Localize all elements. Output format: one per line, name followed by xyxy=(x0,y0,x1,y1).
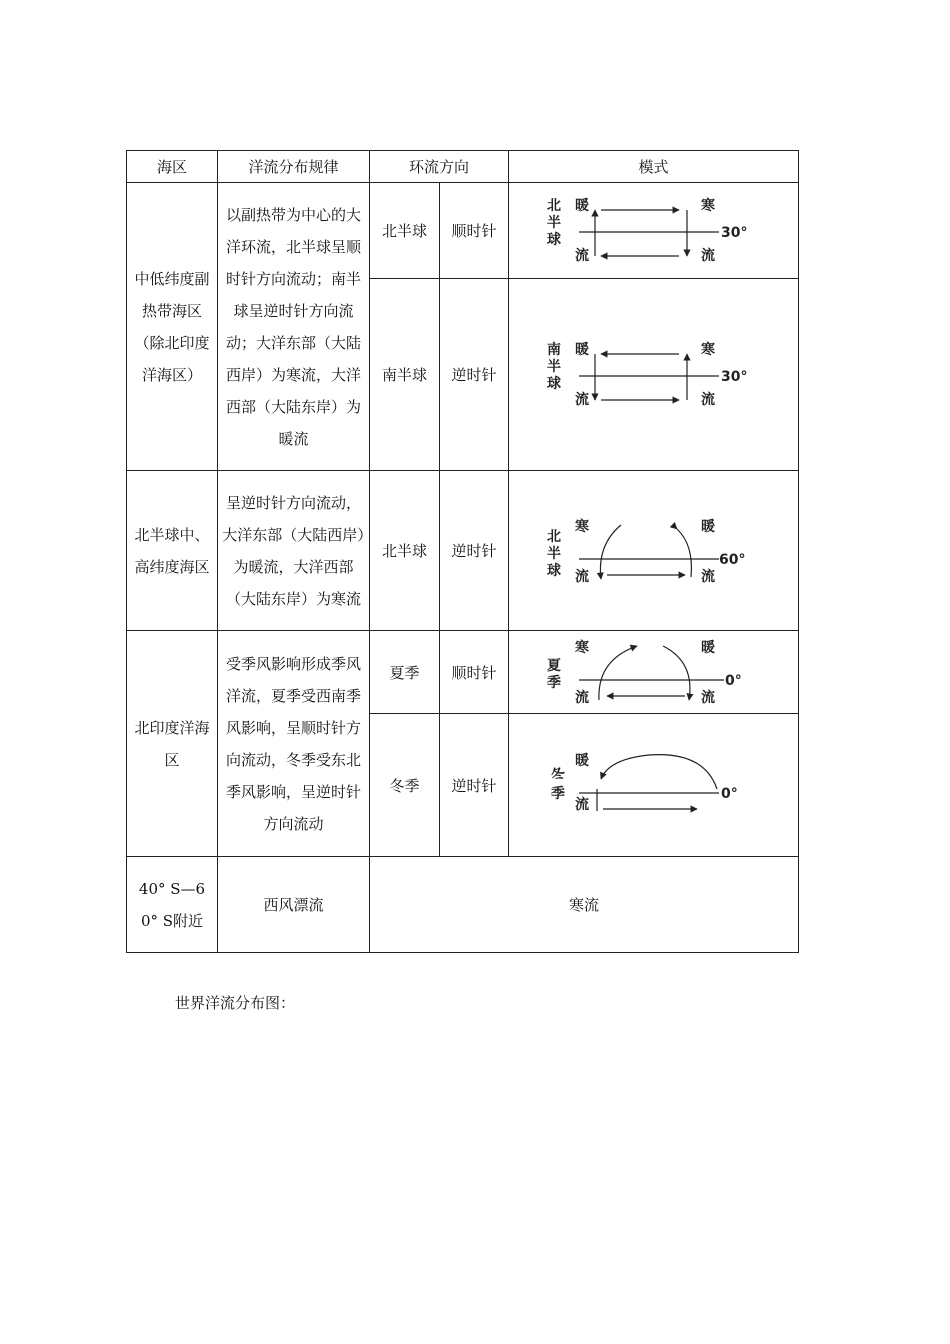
left-arc-arrow xyxy=(598,646,636,700)
region-cell: 北半球中、高纬度海区 xyxy=(127,471,218,631)
warm-label: 暖 xyxy=(700,640,715,656)
side-label-2: 季 xyxy=(550,786,565,802)
rule-cell: 西风漂流 xyxy=(218,857,370,953)
hemisphere-cell: 北半球 xyxy=(370,471,440,631)
summer-diagram xyxy=(539,636,769,708)
current-label-right: 流 xyxy=(700,690,715,706)
header-pattern: 模式 xyxy=(509,151,799,183)
side-label-3: 球 xyxy=(546,231,561,248)
side-label-3: 球 xyxy=(546,375,561,392)
current-label-left: 流 xyxy=(574,391,589,408)
latitude-label: 0° xyxy=(724,673,742,689)
table-row xyxy=(127,857,799,953)
subtropical-south-diagram xyxy=(539,340,769,410)
current-label-left: 流 xyxy=(574,568,589,585)
region-cell: 中低纬度副热带海区（除北印度洋海区） xyxy=(127,183,218,471)
latitude-label: 60° xyxy=(718,551,745,568)
latitude-label: 30° xyxy=(720,368,747,385)
cold-label: 寒 xyxy=(700,341,715,358)
side-label-2: 半 xyxy=(546,214,561,231)
warm-label: 暖 xyxy=(700,518,715,535)
latitude-label: 30° xyxy=(720,224,747,241)
right-arc-arrow xyxy=(663,646,690,700)
side-label-1: 冬 xyxy=(548,764,568,785)
rule-cell: 受季风影响形成季风洋流，夏季受西南季风影响，呈顺时针方向流动，冬季受东北季风影响，呈逆时针方向流动 xyxy=(218,631,370,857)
region-cell: 北印度洋海区 xyxy=(127,631,218,857)
header-region: 海区 xyxy=(127,151,218,183)
side-label-2: 季 xyxy=(546,675,561,691)
winter-diagram xyxy=(539,749,769,821)
table-row xyxy=(127,631,799,714)
current-label-right: 流 xyxy=(700,391,715,408)
direction-cell: 顺时针 xyxy=(440,631,509,714)
rule-cell: 呈逆时针方向流动，大洋东部（大陆西岸）为暖流，大洋西部（大陆东岸）为寒流 xyxy=(218,471,370,631)
table-row xyxy=(127,471,799,631)
pattern-diagram-cell xyxy=(509,183,799,279)
current-label-right: 流 xyxy=(700,247,715,264)
direction-cell: 逆时针 xyxy=(440,279,509,471)
side-label-1: 北 xyxy=(546,197,561,214)
side-label-2: 半 xyxy=(546,358,561,375)
pattern-diagram-cell xyxy=(509,279,799,471)
latitude-label: 0° xyxy=(720,786,738,802)
current-label-left: 流 xyxy=(574,247,589,264)
direction-cell: 逆时针 xyxy=(440,714,509,857)
hemisphere-cell: 北半球 xyxy=(370,183,440,279)
table-header-row xyxy=(127,151,799,183)
season-cell: 冬季 xyxy=(370,714,440,857)
left-arc-arrow xyxy=(600,525,621,579)
rule-cell: 以副热带为中心的大洋环流，北半球呈顺时针方向流动；南半球呈逆时针方向流动；大洋东部（大陆西岸）为寒流，大洋西部（大陆东岸）为暖流 xyxy=(218,183,370,471)
side-label-3: 球 xyxy=(546,562,561,579)
figure-caption: 世界洋流分布图： xyxy=(175,994,296,1012)
right-arc-arrow xyxy=(677,529,691,577)
pattern-diagram-cell xyxy=(509,471,799,631)
current-label-left: 流 xyxy=(574,690,589,706)
table-row xyxy=(127,183,799,279)
side-label-1: 夏 xyxy=(546,658,561,674)
ocean-current-table xyxy=(126,150,799,953)
header-direction: 环流方向 xyxy=(370,151,509,183)
direction-cell: 逆时针 xyxy=(440,471,509,631)
pattern-cell: 寒流 xyxy=(370,857,799,953)
cold-label: 寒 xyxy=(574,518,589,535)
region-cell: 40° S—60° S附近 xyxy=(127,857,218,953)
season-cell: 夏季 xyxy=(370,631,440,714)
pattern-diagram-cell xyxy=(509,714,799,857)
current-label-right: 流 xyxy=(700,568,715,585)
arc-arrow xyxy=(601,755,717,789)
cold-label: 寒 xyxy=(574,640,589,656)
direction-cell: 顺时针 xyxy=(440,183,509,279)
warm-label: 暖 xyxy=(574,753,589,769)
hemisphere-cell: 南半球 xyxy=(370,279,440,471)
high-latitude-diagram xyxy=(539,515,769,587)
warm-label: 暖 xyxy=(574,341,589,358)
current-label-left: 流 xyxy=(574,797,589,813)
cold-label: 寒 xyxy=(700,197,715,214)
side-label-1: 南 xyxy=(546,341,561,358)
side-label-2: 半 xyxy=(546,545,561,562)
pattern-diagram-cell xyxy=(509,631,799,714)
header-rule: 洋流分布规律 xyxy=(218,151,370,183)
side-label-1: 北 xyxy=(546,528,561,545)
warm-label: 暖 xyxy=(574,197,589,214)
subtropical-north-diagram xyxy=(539,196,769,266)
